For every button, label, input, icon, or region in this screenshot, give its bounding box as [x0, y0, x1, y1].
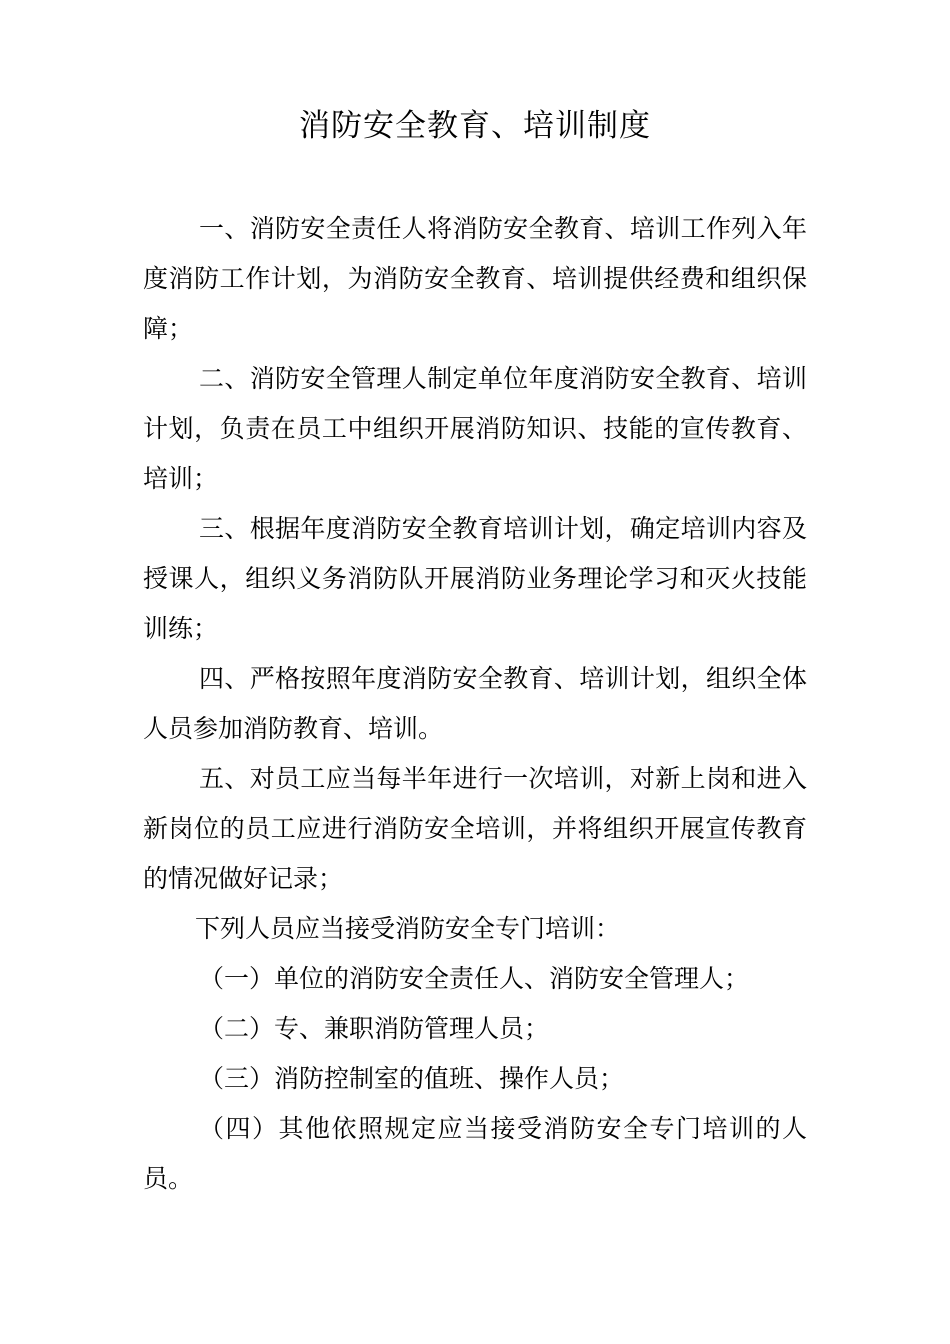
document-body: [143, 204, 807, 1204]
list-item-1: （一）单位的消防安全责任人、消防安全管理人；: [199, 964, 750, 993]
list-item-2: （二）专、兼职消防管理人员；: [199, 1014, 550, 1043]
list-item-3: （三）消防控制室的值班、操作人员；: [199, 1064, 625, 1093]
paragraph-4: 四、严格按照年度消防安全教育、培训计划，组织全体人员参加消防教育、培训。: [143, 664, 807, 743]
paragraph-5: 五、对员工应当每半年进行一次培训，对新上岗和进入新岗位的员工应进行消防安全培训，并将组织开展宣传教育的情况做好记录；: [143, 764, 807, 893]
paragraph-1: 一、消防安全责任人将消防安全教育、培训工作列入年度消防工作计划，为消防安全教育、培训提供经费和组织保障；: [143, 214, 807, 343]
list-item-4: （四）其他依照规定应当接受消防安全专门培训的人员。: [143, 1114, 807, 1193]
document-title: 消防安全教育、培训制度: [299, 108, 651, 144]
paragraph-3: 三、根据年度消防安全教育培训计划，确定培训内容及授课人，组织义务消防队开展消防业务理论学习和灭火技能训练；: [143, 514, 807, 643]
list-intro: 下列人员应当接受消防安全专门培训：: [195, 914, 621, 943]
paragraph-2: 二、消防安全管理人制定单位年度消防安全教育、培训计划，负责在员工中组织开展消防知识、技能的宣传教育、培训；: [143, 364, 807, 493]
